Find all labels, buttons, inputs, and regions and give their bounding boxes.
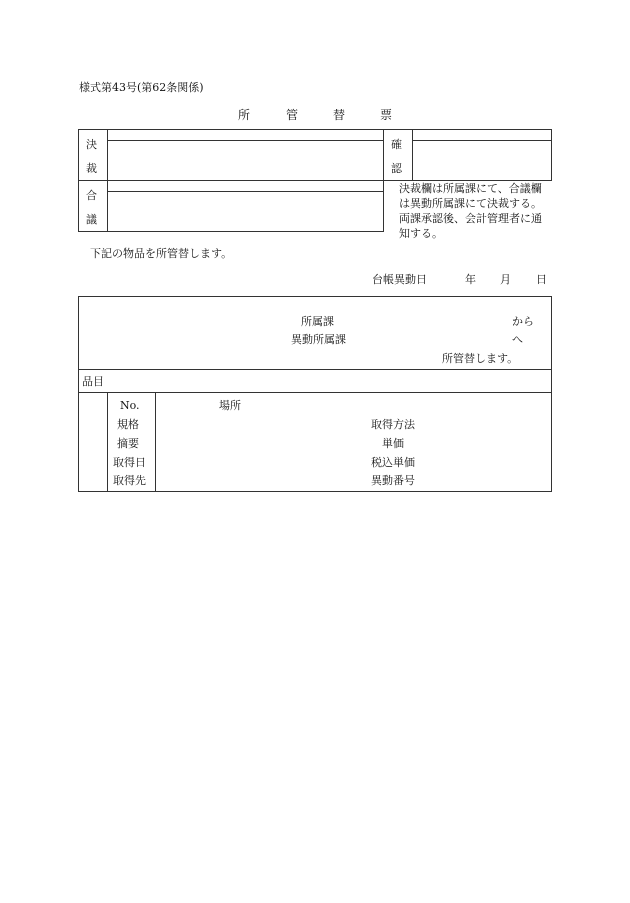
ledger-date-label: 台帳異動日 (372, 273, 427, 286)
from-suffix: から (512, 315, 534, 328)
field-no: No. (120, 399, 140, 412)
day-label: 日 (536, 273, 547, 286)
year-label: 年 (465, 273, 476, 286)
field-summary: 摘要 (117, 437, 139, 450)
field-spec: 規格 (117, 418, 139, 431)
gougi-signature-area[interactable] (108, 192, 383, 231)
gougi-label-2: 議 (86, 213, 97, 226)
kakunin-label-2: 認 (391, 162, 402, 175)
kakunin-label-1: 確 (391, 138, 402, 151)
title-char: 票 (380, 108, 393, 122)
field-acquisition-method: 取得方法 (371, 418, 415, 431)
from-department-label: 所属課 (301, 315, 334, 328)
transfer-closing: 所管替します。 (442, 352, 519, 365)
note-line: 知する。 (399, 227, 443, 240)
to-suffix: へ (512, 333, 523, 346)
field-location: 場所 (219, 399, 241, 412)
month-label: 月 (500, 273, 511, 286)
field-unit-price: 単価 (382, 437, 404, 450)
title-char: 所 (238, 108, 251, 122)
kakunin-signature-area[interactable] (413, 141, 551, 180)
divider (155, 392, 156, 492)
field-acquisition-date: 取得日 (113, 456, 146, 469)
form-number: 様式第43号(第62条関係) (79, 81, 204, 94)
divider (78, 392, 552, 393)
field-tax-incl-price: 税込単価 (371, 456, 415, 469)
kessai-label-2: 裁 (86, 162, 97, 175)
intro-text: 下記の物品を所管替します。 (90, 247, 233, 260)
field-transfer-number: 異動番号 (371, 474, 415, 487)
divider (107, 392, 108, 492)
divider (78, 369, 552, 370)
title-char: 替 (333, 108, 346, 122)
gougi-label-1: 合 (86, 189, 97, 202)
note-line: 決裁欄は所属課にて、合議欄 (399, 182, 542, 195)
title-char: 管 (286, 108, 299, 122)
note-line: は異動所属課にて決裁する。 (399, 197, 542, 210)
field-acquired-from: 取得先 (113, 474, 146, 487)
note-line: 両課承認後、会計管理者に通 (399, 212, 542, 225)
kessai-signature-area[interactable] (108, 141, 383, 180)
to-department-label: 異動所属課 (291, 333, 346, 346)
item-header: 品目 (82, 375, 104, 388)
kessai-label-1: 決 (86, 138, 97, 151)
